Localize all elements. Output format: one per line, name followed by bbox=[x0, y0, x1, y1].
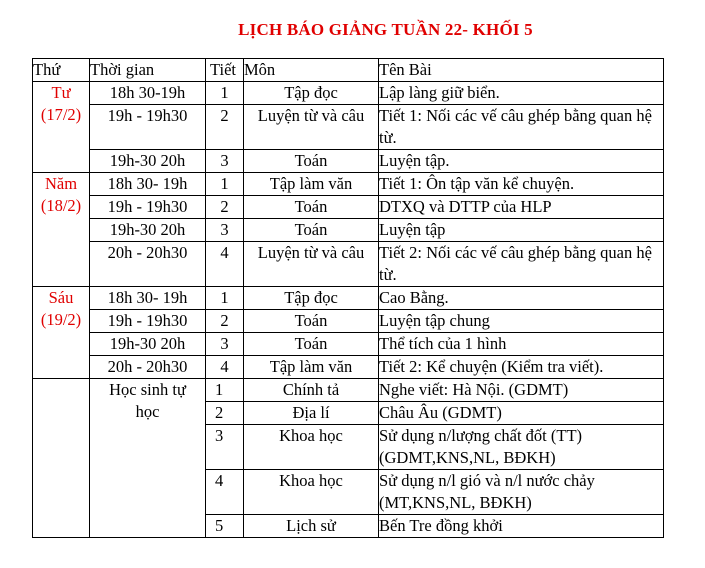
header-mon: Môn bbox=[244, 59, 379, 82]
page-title-text: LỊCH BÁO GIẢNG TUẦN 22- KHỐI 5 bbox=[238, 20, 533, 39]
tiet-cell: 1 bbox=[206, 379, 244, 402]
table-row bbox=[33, 82, 664, 105]
day-date: (18/2) bbox=[40, 196, 82, 215]
mon-cell: Khoa học bbox=[244, 470, 379, 515]
page-title bbox=[0, 20, 705, 40]
table-row bbox=[33, 173, 664, 196]
time-cell: 19h - 19h30 bbox=[90, 196, 206, 219]
mon-cell: Luyện từ và câu bbox=[244, 242, 379, 287]
bai-cell: Châu Âu (GDMT) bbox=[379, 402, 664, 425]
tiet-cell: 3 bbox=[206, 425, 244, 470]
table-row bbox=[33, 379, 664, 402]
header-time: Thời gian bbox=[90, 59, 206, 82]
bai-cell: Tiết 1: Ôn tập văn kể chuyện. bbox=[379, 173, 664, 196]
mon-cell: Toán bbox=[244, 310, 379, 333]
tiet-cell: 2 bbox=[206, 105, 244, 150]
schedule-table bbox=[32, 58, 664, 538]
day-date: (17/2) bbox=[40, 105, 82, 124]
mon-cell: Luyện từ và câu bbox=[244, 105, 379, 150]
bai-cell: Cao Bằng. bbox=[379, 287, 664, 310]
time-cell: 19h-30 20h bbox=[90, 150, 206, 173]
bai-cell: Tiết 1: Nối các vế câu ghép bằng quan hệ từ. bbox=[379, 105, 664, 150]
mon-cell: Tập làm văn bbox=[244, 173, 379, 196]
table-row bbox=[33, 310, 664, 333]
time-cell: 19h-30 20h bbox=[90, 219, 206, 242]
mon-cell: Chính tả bbox=[244, 379, 379, 402]
table-row bbox=[33, 242, 664, 287]
day-name: Năm bbox=[44, 174, 78, 193]
day-date: (19/2) bbox=[40, 310, 82, 329]
tiet-cell: 3 bbox=[206, 150, 244, 173]
bai-cell: Tiết 2: Kể chuyện (Kiểm tra viết). bbox=[379, 356, 664, 379]
day-cell bbox=[33, 287, 90, 379]
time-cell: 18h 30- 19h bbox=[90, 173, 206, 196]
tiet-cell: 4 bbox=[206, 242, 244, 287]
bai-cell: Lập làng giữ biển. bbox=[379, 82, 664, 105]
mon-cell: Khoa học bbox=[244, 425, 379, 470]
header-tiet: Tiết bbox=[206, 59, 244, 82]
day-name: Tư bbox=[51, 83, 71, 102]
header-row bbox=[33, 59, 664, 82]
table-row bbox=[33, 105, 664, 150]
mon-cell: Tập đọc bbox=[244, 82, 379, 105]
table-row bbox=[33, 196, 664, 219]
tiet-cell: 2 bbox=[206, 402, 244, 425]
time-cell: 20h - 20h30 bbox=[90, 242, 206, 287]
tiet-cell: 1 bbox=[206, 287, 244, 310]
tiet-cell: 2 bbox=[206, 196, 244, 219]
mon-cell: Toán bbox=[244, 333, 379, 356]
mon-cell: Tập đọc bbox=[244, 287, 379, 310]
mon-cell: Toán bbox=[244, 150, 379, 173]
mon-cell: Lịch sử bbox=[244, 515, 379, 538]
tiet-cell: 2 bbox=[206, 310, 244, 333]
bai-cell: Tiết 2: Nối các vế câu ghép bằng quan hệ từ. bbox=[379, 242, 664, 287]
day-cell bbox=[33, 82, 90, 173]
table-row bbox=[33, 333, 664, 356]
bai-cell: Sử dụng n/lượng chất đốt (TT) (GDMT,KNS,NL, BĐKH) bbox=[379, 425, 664, 470]
day-cell bbox=[33, 173, 90, 287]
tiet-cell: 3 bbox=[206, 333, 244, 356]
mon-cell: Toán bbox=[244, 219, 379, 242]
tiet-cell: 5 bbox=[206, 515, 244, 538]
bai-cell: Luyện tập. bbox=[379, 150, 664, 173]
tiet-cell: 4 bbox=[206, 356, 244, 379]
time-cell: 19h - 19h30 bbox=[90, 310, 206, 333]
tiet-cell: 4 bbox=[206, 470, 244, 515]
table-row bbox=[33, 356, 664, 379]
tiet-cell: 1 bbox=[206, 82, 244, 105]
bai-cell: Nghe viết: Hà Nội. (GDMT) bbox=[379, 379, 664, 402]
bai-cell: Bến Tre đồng khởi bbox=[379, 515, 664, 538]
bai-cell: Luyện tập bbox=[379, 219, 664, 242]
time-cell: 18h 30- 19h bbox=[90, 287, 206, 310]
bai-cell: Luyện tập chung bbox=[379, 310, 664, 333]
header-bai: Tên Bài bbox=[379, 59, 664, 82]
bai-cell: DTXQ và DTTP của HLP bbox=[379, 196, 664, 219]
mon-cell: Toán bbox=[244, 196, 379, 219]
self-study-cell: Học sinh tự học bbox=[90, 379, 206, 538]
mon-cell: Tập làm văn bbox=[244, 356, 379, 379]
time-cell: 19h - 19h30 bbox=[90, 105, 206, 150]
bai-cell: Sử dụng n/l gió và n/l nước chảy (MT,KNS,NL, BĐKH) bbox=[379, 470, 664, 515]
mon-cell: Địa lí bbox=[244, 402, 379, 425]
blank-day-cell bbox=[33, 379, 90, 538]
time-cell: 19h-30 20h bbox=[90, 333, 206, 356]
table-row bbox=[33, 219, 664, 242]
header-day: Thứ bbox=[33, 59, 90, 82]
day-name: Sáu bbox=[48, 288, 74, 307]
tiet-cell: 3 bbox=[206, 219, 244, 242]
time-cell: 20h - 20h30 bbox=[90, 356, 206, 379]
time-cell: 18h 30-19h bbox=[90, 82, 206, 105]
table-row bbox=[33, 150, 664, 173]
bai-cell: Thể tích của 1 hình bbox=[379, 333, 664, 356]
table-row bbox=[33, 287, 664, 310]
tiet-cell: 1 bbox=[206, 173, 244, 196]
